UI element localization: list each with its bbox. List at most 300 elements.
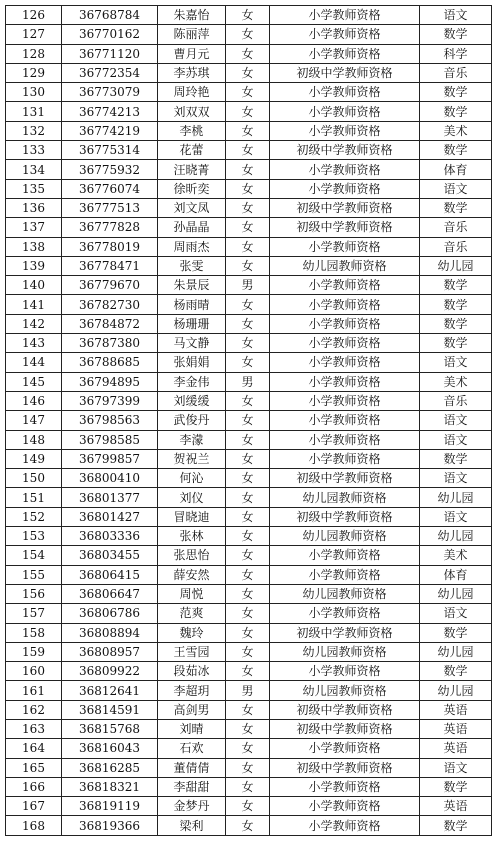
row-number-cell: 161: [6, 681, 62, 700]
certificate-type-cell: 小学教师资格: [270, 295, 420, 314]
table-row: [6, 507, 492, 526]
subject-cell: 幼儿园: [420, 584, 492, 603]
gender-cell: 女: [226, 102, 270, 121]
candidate-id-cell: 36772354: [62, 63, 158, 82]
gender-cell: 女: [226, 160, 270, 179]
candidate-name-cell: 李濛: [158, 430, 226, 449]
table-row: [6, 797, 492, 816]
candidate-name-cell: 刘文凤: [158, 198, 226, 217]
table-row: [6, 102, 492, 121]
row-number-cell: 154: [6, 546, 62, 565]
table-row: [6, 83, 492, 102]
table-row: [6, 372, 492, 391]
candidate-name-cell: 杨珊珊: [158, 314, 226, 333]
candidate-id-cell: 36794895: [62, 372, 158, 391]
certificate-type-cell: 小学教师资格: [270, 121, 420, 140]
certificate-type-cell: 幼儿园教师资格: [270, 642, 420, 661]
subject-cell: 语文: [420, 469, 492, 488]
candidate-id-cell: 36798563: [62, 411, 158, 430]
subject-cell: 英语: [420, 797, 492, 816]
row-number-cell: 157: [6, 604, 62, 623]
subject-cell: 数学: [420, 623, 492, 642]
table-row: [6, 700, 492, 719]
certificate-type-cell: 小学教师资格: [270, 546, 420, 565]
candidate-id-cell: 36818321: [62, 777, 158, 796]
subject-cell: 数学: [420, 816, 492, 835]
subject-cell: 数学: [420, 449, 492, 468]
gender-cell: 女: [226, 507, 270, 526]
row-number-cell: 138: [6, 237, 62, 256]
row-number-cell: 162: [6, 700, 62, 719]
candidate-name-cell: 刘双双: [158, 102, 226, 121]
subject-cell: 数学: [420, 777, 492, 796]
candidate-name-cell: 梁利: [158, 816, 226, 835]
gender-cell: 女: [226, 314, 270, 333]
gender-cell: 女: [226, 546, 270, 565]
table-row: [6, 777, 492, 796]
certificate-type-cell: 初级中学教师资格: [270, 63, 420, 82]
row-number-cell: 145: [6, 372, 62, 391]
candidate-id-cell: 36808957: [62, 642, 158, 661]
subject-cell: 数学: [420, 141, 492, 160]
candidate-name-cell: 张思怡: [158, 546, 226, 565]
gender-cell: 男: [226, 372, 270, 391]
candidate-id-cell: 36803455: [62, 546, 158, 565]
candidate-name-cell: 徐昕奕: [158, 179, 226, 198]
table-row: [6, 276, 492, 295]
subject-cell: 数学: [420, 83, 492, 102]
certificate-type-cell: 初级中学教师资格: [270, 218, 420, 237]
gender-cell: 女: [226, 198, 270, 217]
table-row: [6, 411, 492, 430]
table-row: [6, 334, 492, 353]
candidate-id-cell: 36774219: [62, 121, 158, 140]
row-number-cell: 136: [6, 198, 62, 217]
candidate-name-cell: 魏玲: [158, 623, 226, 642]
candidate-name-cell: 朱嘉怡: [158, 6, 226, 25]
certificate-type-cell: 小学教师资格: [270, 411, 420, 430]
candidate-name-cell: 杨雨晴: [158, 295, 226, 314]
gender-cell: 女: [226, 719, 270, 738]
table-row: [6, 816, 492, 835]
gender-cell: 女: [226, 141, 270, 160]
subject-cell: 幼儿园: [420, 256, 492, 275]
row-number-cell: 148: [6, 430, 62, 449]
certificate-type-cell: 初级中学教师资格: [270, 198, 420, 217]
gender-cell: 女: [226, 391, 270, 410]
candidate-name-cell: 李金伟: [158, 372, 226, 391]
certificate-type-cell: 小学教师资格: [270, 430, 420, 449]
subject-cell: 语文: [420, 353, 492, 372]
certificate-type-cell: 小学教师资格: [270, 391, 420, 410]
gender-cell: 女: [226, 642, 270, 661]
gender-cell: 男: [226, 276, 270, 295]
candidate-id-cell: 36778471: [62, 256, 158, 275]
candidate-id-cell: 36814591: [62, 700, 158, 719]
table-row: [6, 179, 492, 198]
candidate-name-cell: 李苏琪: [158, 63, 226, 82]
table-row: [6, 758, 492, 777]
subject-cell: 幼儿园: [420, 681, 492, 700]
row-number-cell: 141: [6, 295, 62, 314]
table-row: [6, 63, 492, 82]
gender-cell: 女: [226, 604, 270, 623]
candidate-id-cell: 36803336: [62, 527, 158, 546]
candidate-name-cell: 周雨杰: [158, 237, 226, 256]
gender-cell: 女: [226, 488, 270, 507]
certificate-type-cell: 小学教师资格: [270, 102, 420, 121]
certificate-type-cell: 初级中学教师资格: [270, 141, 420, 160]
certificate-type-cell: 小学教师资格: [270, 44, 420, 63]
table-row: [6, 160, 492, 179]
certificate-type-cell: 小学教师资格: [270, 739, 420, 758]
candidate-name-cell: 高剑男: [158, 700, 226, 719]
subject-cell: 语文: [420, 604, 492, 623]
candidate-id-cell: 36770162: [62, 25, 158, 44]
table-row: [6, 546, 492, 565]
gender-cell: 女: [226, 739, 270, 758]
certificate-type-cell: 小学教师资格: [270, 237, 420, 256]
table-row: [6, 642, 492, 661]
gender-cell: 女: [226, 797, 270, 816]
subject-cell: 数学: [420, 295, 492, 314]
candidate-name-cell: 段茹冰: [158, 662, 226, 681]
certificate-type-cell: 小学教师资格: [270, 353, 420, 372]
candidate-id-cell: 36812641: [62, 681, 158, 700]
gender-cell: 女: [226, 83, 270, 102]
subject-cell: 语文: [420, 430, 492, 449]
gender-cell: 女: [226, 6, 270, 25]
gender-cell: 女: [226, 295, 270, 314]
gender-cell: 女: [226, 25, 270, 44]
candidate-id-cell: 36801377: [62, 488, 158, 507]
row-number-cell: 150: [6, 469, 62, 488]
certificate-type-cell: 幼儿园教师资格: [270, 256, 420, 275]
candidate-name-cell: 朱景辰: [158, 276, 226, 295]
row-number-cell: 134: [6, 160, 62, 179]
candidate-name-cell: 周悦: [158, 584, 226, 603]
candidate-name-cell: 周玲艳: [158, 83, 226, 102]
row-number-cell: 163: [6, 719, 62, 738]
row-number-cell: 140: [6, 276, 62, 295]
table-row: [6, 449, 492, 468]
gender-cell: 女: [226, 353, 270, 372]
certificate-type-cell: 幼儿园教师资格: [270, 584, 420, 603]
subject-cell: 数学: [420, 314, 492, 333]
candidate-name-cell: 张娟娟: [158, 353, 226, 372]
table-row: [6, 141, 492, 160]
table-row: [6, 604, 492, 623]
row-number-cell: 149: [6, 449, 62, 468]
candidate-id-cell: 36776074: [62, 179, 158, 198]
candidate-name-cell: 孙晶晶: [158, 218, 226, 237]
row-number-cell: 153: [6, 527, 62, 546]
gender-cell: 女: [226, 121, 270, 140]
table-row: [6, 218, 492, 237]
gender-cell: 女: [226, 623, 270, 642]
certificate-type-cell: 初级中学教师资格: [270, 507, 420, 526]
certificate-type-cell: 小学教师资格: [270, 777, 420, 796]
table-row: [6, 25, 492, 44]
candidate-name-cell: 武俊丹: [158, 411, 226, 430]
row-number-cell: 143: [6, 334, 62, 353]
candidate-id-cell: 36806415: [62, 565, 158, 584]
candidate-id-cell: 36775932: [62, 160, 158, 179]
candidate-name-cell: 张林: [158, 527, 226, 546]
subject-cell: 数学: [420, 198, 492, 217]
candidate-name-cell: 何沁: [158, 469, 226, 488]
candidate-id-cell: 36788685: [62, 353, 158, 372]
certificate-type-cell: 小学教师资格: [270, 160, 420, 179]
candidate-id-cell: 36808894: [62, 623, 158, 642]
candidate-name-cell: 李甜甜: [158, 777, 226, 796]
candidate-name-cell: 李超玥: [158, 681, 226, 700]
subject-cell: 音乐: [420, 237, 492, 256]
candidate-id-cell: 36806647: [62, 584, 158, 603]
candidate-id-cell: 36816285: [62, 758, 158, 777]
table-row: [6, 121, 492, 140]
subject-cell: 幼儿园: [420, 527, 492, 546]
subject-cell: 英语: [420, 719, 492, 738]
row-number-cell: 167: [6, 797, 62, 816]
row-number-cell: 142: [6, 314, 62, 333]
certificate-type-cell: 小学教师资格: [270, 334, 420, 353]
candidate-id-cell: 36775314: [62, 141, 158, 160]
table-row: [6, 391, 492, 410]
gender-cell: 女: [226, 700, 270, 719]
candidate-name-cell: 汪晓菁: [158, 160, 226, 179]
certificate-type-cell: 小学教师资格: [270, 797, 420, 816]
certificate-type-cell: 初级中学教师资格: [270, 719, 420, 738]
candidate-id-cell: 36800410: [62, 469, 158, 488]
gender-cell: 女: [226, 816, 270, 835]
table-row: [6, 237, 492, 256]
candidate-name-cell: 刘晴: [158, 719, 226, 738]
gender-cell: 女: [226, 218, 270, 237]
gender-cell: 女: [226, 334, 270, 353]
row-number-cell: 151: [6, 488, 62, 507]
row-number-cell: 156: [6, 584, 62, 603]
table-row: [6, 584, 492, 603]
table-row: [6, 681, 492, 700]
subject-cell: 数学: [420, 276, 492, 295]
table-row: [6, 430, 492, 449]
candidate-id-cell: 36816043: [62, 739, 158, 758]
candidate-table-body: [6, 6, 492, 836]
certificate-type-cell: 小学教师资格: [270, 662, 420, 681]
candidate-id-cell: 36771120: [62, 44, 158, 63]
candidate-name-cell: 曹月元: [158, 44, 226, 63]
row-number-cell: 168: [6, 816, 62, 835]
row-number-cell: 158: [6, 623, 62, 642]
table-row: [6, 719, 492, 738]
row-number-cell: 139: [6, 256, 62, 275]
subject-cell: 体育: [420, 160, 492, 179]
candidate-id-cell: 36784872: [62, 314, 158, 333]
candidate-name-cell: 范爽: [158, 604, 226, 623]
table-row: [6, 565, 492, 584]
subject-cell: 幼儿园: [420, 488, 492, 507]
table-row: [6, 44, 492, 63]
candidate-name-cell: 马文静: [158, 334, 226, 353]
row-number-cell: 146: [6, 391, 62, 410]
candidate-id-cell: 36819366: [62, 816, 158, 835]
subject-cell: 语文: [420, 758, 492, 777]
candidate-id-cell: 36773079: [62, 83, 158, 102]
table-row: [6, 469, 492, 488]
certificate-type-cell: 初级中学教师资格: [270, 623, 420, 642]
gender-cell: 女: [226, 63, 270, 82]
candidate-name-cell: 陈丽萍: [158, 25, 226, 44]
subject-cell: 数学: [420, 334, 492, 353]
certificate-type-cell: 初级中学教师资格: [270, 758, 420, 777]
row-number-cell: 129: [6, 63, 62, 82]
candidate-id-cell: 36815768: [62, 719, 158, 738]
certificate-type-cell: 幼儿园教师资格: [270, 488, 420, 507]
subject-cell: 数学: [420, 662, 492, 681]
candidate-id-cell: 36797399: [62, 391, 158, 410]
table-row: [6, 314, 492, 333]
certificate-type-cell: 小学教师资格: [270, 372, 420, 391]
certificate-type-cell: 初级中学教师资格: [270, 469, 420, 488]
candidate-name-cell: 石欢: [158, 739, 226, 758]
table-row: [6, 739, 492, 758]
candidate-id-cell: 36809922: [62, 662, 158, 681]
gender-cell: 女: [226, 527, 270, 546]
gender-cell: 女: [226, 411, 270, 430]
certificate-type-cell: 小学教师资格: [270, 179, 420, 198]
candidate-name-cell: 董倩倩: [158, 758, 226, 777]
row-number-cell: 128: [6, 44, 62, 63]
gender-cell: 女: [226, 44, 270, 63]
candidate-id-cell: 36777828: [62, 218, 158, 237]
table-row: [6, 295, 492, 314]
row-number-cell: 133: [6, 141, 62, 160]
subject-cell: 数学: [420, 102, 492, 121]
row-number-cell: 130: [6, 83, 62, 102]
table-row: [6, 256, 492, 275]
gender-cell: 女: [226, 584, 270, 603]
candidate-id-cell: 36777513: [62, 198, 158, 217]
candidate-name-cell: 李桃: [158, 121, 226, 140]
table-row: [6, 198, 492, 217]
row-number-cell: 144: [6, 353, 62, 372]
subject-cell: 英语: [420, 739, 492, 758]
candidate-name-cell: 刘缓缓: [158, 391, 226, 410]
candidate-id-cell: 36779670: [62, 276, 158, 295]
subject-cell: 英语: [420, 700, 492, 719]
subject-cell: 语文: [420, 179, 492, 198]
candidate-id-cell: 36798585: [62, 430, 158, 449]
row-number-cell: 155: [6, 565, 62, 584]
gender-cell: 女: [226, 565, 270, 584]
candidate-name-cell: 花蕾: [158, 141, 226, 160]
table-row: [6, 488, 492, 507]
gender-cell: 女: [226, 662, 270, 681]
gender-cell: 女: [226, 256, 270, 275]
row-number-cell: 137: [6, 218, 62, 237]
subject-cell: 语文: [420, 411, 492, 430]
candidate-id-cell: 36782730: [62, 295, 158, 314]
gender-cell: 女: [226, 449, 270, 468]
candidate-id-cell: 36801427: [62, 507, 158, 526]
certificate-type-cell: 幼儿园教师资格: [270, 527, 420, 546]
gender-cell: 女: [226, 777, 270, 796]
row-number-cell: 165: [6, 758, 62, 777]
subject-cell: 体育: [420, 565, 492, 584]
candidate-name-cell: 张雯: [158, 256, 226, 275]
certificate-type-cell: 小学教师资格: [270, 565, 420, 584]
table-row: [6, 353, 492, 372]
row-number-cell: 132: [6, 121, 62, 140]
certificate-type-cell: 小学教师资格: [270, 449, 420, 468]
candidate-id-cell: 36768784: [62, 6, 158, 25]
subject-cell: 音乐: [420, 391, 492, 410]
candidate-id-cell: 36778019: [62, 237, 158, 256]
candidate-name-cell: 薛安然: [158, 565, 226, 584]
row-number-cell: 131: [6, 102, 62, 121]
candidate-name-cell: 王雪园: [158, 642, 226, 661]
subject-cell: 语文: [420, 6, 492, 25]
row-number-cell: 164: [6, 739, 62, 758]
gender-cell: 女: [226, 758, 270, 777]
certificate-type-cell: 幼儿园教师资格: [270, 681, 420, 700]
row-number-cell: 147: [6, 411, 62, 430]
subject-cell: 语文: [420, 507, 492, 526]
gender-cell: 男: [226, 681, 270, 700]
candidate-id-cell: 36799857: [62, 449, 158, 468]
certificate-type-cell: 小学教师资格: [270, 604, 420, 623]
candidate-name-cell: 金梦丹: [158, 797, 226, 816]
table-row: [6, 6, 492, 25]
candidate-id-cell: 36787380: [62, 334, 158, 353]
candidate-name-cell: 冒晓迪: [158, 507, 226, 526]
row-number-cell: 135: [6, 179, 62, 198]
certificate-type-cell: 小学教师资格: [270, 83, 420, 102]
certificate-type-cell: 小学教师资格: [270, 6, 420, 25]
subject-cell: 数学: [420, 25, 492, 44]
subject-cell: 科学: [420, 44, 492, 63]
subject-cell: 幼儿园: [420, 642, 492, 661]
table-row: [6, 623, 492, 642]
subject-cell: 美术: [420, 121, 492, 140]
candidate-name-cell: 刘仪: [158, 488, 226, 507]
gender-cell: 女: [226, 237, 270, 256]
subject-cell: 音乐: [420, 63, 492, 82]
certificate-type-cell: 初级中学教师资格: [270, 700, 420, 719]
row-number-cell: 126: [6, 6, 62, 25]
row-number-cell: 152: [6, 507, 62, 526]
row-number-cell: 166: [6, 777, 62, 796]
gender-cell: 女: [226, 179, 270, 198]
subject-cell: 美术: [420, 546, 492, 565]
subject-cell: 音乐: [420, 218, 492, 237]
table-row: [6, 527, 492, 546]
certificate-type-cell: 小学教师资格: [270, 314, 420, 333]
subject-cell: 美术: [420, 372, 492, 391]
candidate-name-cell: 贺祝兰: [158, 449, 226, 468]
candidate-id-cell: 36819119: [62, 797, 158, 816]
table-row: [6, 662, 492, 681]
row-number-cell: 127: [6, 25, 62, 44]
candidate-table: [5, 5, 492, 836]
certificate-type-cell: 小学教师资格: [270, 816, 420, 835]
row-number-cell: 159: [6, 642, 62, 661]
row-number-cell: 160: [6, 662, 62, 681]
gender-cell: 女: [226, 430, 270, 449]
certificate-type-cell: 小学教师资格: [270, 276, 420, 295]
candidate-id-cell: 36774213: [62, 102, 158, 121]
